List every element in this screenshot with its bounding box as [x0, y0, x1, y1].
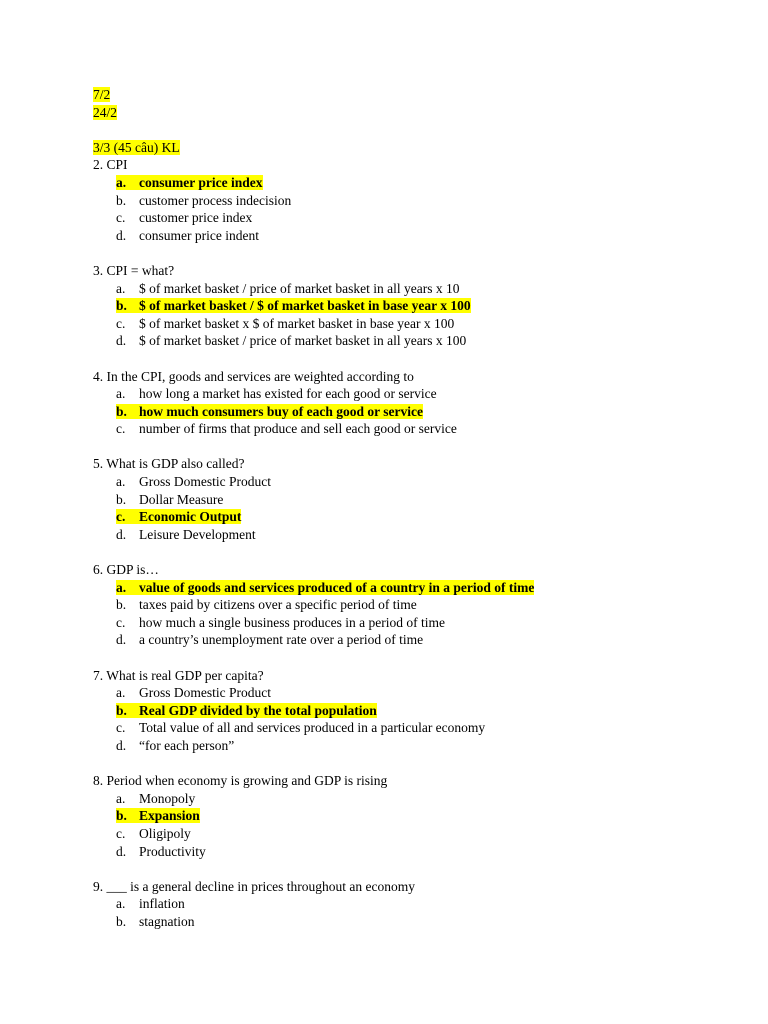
header-date-2 [93, 104, 733, 122]
spacer [93, 755, 733, 773]
answer-option [93, 280, 733, 298]
answer-option-correct [93, 174, 733, 192]
answer-option-content [116, 316, 454, 331]
answer-option-letter: b. [116, 491, 127, 507]
answer-option-text: stagnation [139, 913, 195, 929]
answer-option-text: how much a single business produces in a period of time [139, 614, 445, 630]
header-date-1-text: 7/2 [93, 87, 111, 102]
answer-option-content [116, 632, 423, 647]
answer-option [93, 192, 733, 210]
answer-option-text: Dollar Measure [139, 491, 224, 507]
answer-option [93, 790, 733, 808]
answer-option-text: Gross Domestic Product [139, 474, 271, 490]
session-heading [93, 139, 733, 157]
answer-option-letter: d. [116, 227, 127, 243]
spacer [93, 438, 733, 456]
answer-option-content [116, 492, 223, 507]
answer-option [93, 631, 733, 649]
question-list [93, 156, 733, 930]
answer-option-text: taxes paid by citizens over a specific period of time [139, 597, 417, 613]
answer-option-text: Leisure Development [139, 526, 256, 542]
answer-option-content [116, 298, 471, 313]
answer-option [93, 737, 733, 755]
answer-option-text: Expansion [139, 808, 200, 824]
answer-option-letter: b. [116, 808, 127, 824]
answer-option-letter: a. [116, 896, 126, 912]
answer-option-content [116, 228, 259, 243]
answer-option-text: customer price index [139, 210, 253, 226]
answer-option [93, 473, 733, 491]
answer-option-content [116, 281, 460, 296]
answer-option-letter: c. [116, 210, 126, 226]
answer-option-letter: d. [116, 333, 127, 349]
answer-option-letter: c. [116, 421, 126, 437]
answer-option-content [116, 474, 271, 489]
answer-option-letter: c. [116, 509, 126, 525]
session-heading-text: 3/3 (45 câu) KL [93, 139, 180, 155]
answer-option-correct [93, 579, 733, 597]
answer-option [93, 895, 733, 913]
answer-option-content [116, 509, 241, 524]
answer-option-content [116, 615, 445, 630]
answer-option-letter: b. [116, 913, 127, 929]
answer-option-correct [93, 508, 733, 526]
spacer [93, 543, 733, 561]
answer-option [93, 227, 733, 245]
answer-option-letter: d. [116, 737, 127, 753]
answer-option-text: Real GDP divided by the total population [139, 702, 377, 718]
answer-option-correct [93, 702, 733, 720]
spacer [93, 350, 733, 368]
answer-option-text: number of firms that produce and sell each good or service [139, 421, 457, 437]
answer-option-content [116, 404, 423, 419]
answer-option-text: customer process indecision [139, 192, 292, 208]
answer-option [93, 209, 733, 227]
header-date-2-text: 24/2 [93, 104, 118, 120]
answer-option-content [116, 844, 206, 859]
question-text: 7. What is real GDP per capita? [93, 667, 264, 683]
spacer [93, 121, 733, 139]
answer-option-content [116, 210, 252, 225]
answer-option-text: Gross Domestic Product [139, 685, 271, 701]
answer-option-letter: a. [116, 790, 126, 806]
answer-option-letter: d. [116, 843, 127, 859]
answer-option-content [116, 386, 437, 401]
answer-option-letter: b. [116, 298, 127, 314]
answer-option-text: Monopoly [139, 790, 196, 806]
answer-option-content [116, 720, 485, 735]
question-text: 6. GDP is… [93, 562, 159, 578]
answer-option-text: how much consumers buy of each good or service [139, 403, 423, 419]
answer-option [93, 332, 733, 350]
question-text: 4. In the CPI, goods and services are weighted according to [93, 368, 414, 384]
answer-option [93, 825, 733, 843]
answer-option-letter: a. [116, 685, 126, 701]
answer-option-text: $ of market basket x $ of market basket in base year x 100 [139, 315, 455, 331]
spacer [93, 860, 733, 878]
answer-option-letter: a. [116, 174, 127, 190]
answer-option-content [116, 597, 417, 612]
answer-option-letter: b. [116, 597, 127, 613]
header-date-1 [93, 86, 733, 104]
document-page [93, 86, 733, 931]
answer-option-text: Total value of all and services produced in a particular economy [139, 720, 486, 736]
question-text: 3. CPI = what? [93, 262, 175, 278]
answer-option-correct [93, 403, 733, 421]
question-text: 2. CPI [93, 157, 128, 173]
answer-option-text: how long a market has existed for each good or service [139, 386, 437, 402]
answer-option [93, 684, 733, 702]
answer-option-content [116, 421, 457, 436]
answer-option [93, 596, 733, 614]
answer-option-letter: d. [116, 526, 127, 542]
answer-option-text: Productivity [139, 843, 206, 859]
spacer [93, 244, 733, 262]
answer-option-letter: b. [116, 403, 127, 419]
answer-option-letter: c. [116, 825, 126, 841]
answer-option-text: Economic Output [139, 509, 242, 525]
answer-option-letter: c. [116, 315, 126, 331]
answer-option-letter: a. [116, 280, 126, 296]
answer-option-content [116, 527, 256, 542]
answer-option-letter: c. [116, 614, 126, 630]
answer-option-text: $ of market basket / price of market basket in all years x 10 [139, 280, 460, 296]
answer-option-text: a country’s unemployment rate over a period of time [139, 632, 424, 648]
answer-option [93, 385, 733, 403]
answer-option-content [116, 914, 195, 929]
answer-option-text: value of goods and services produced of a country in a period of time [139, 579, 535, 595]
answer-option-text: $ of market basket / price of market basket in all years x 100 [139, 333, 467, 349]
answer-option-letter: d. [116, 632, 127, 648]
answer-option [93, 315, 733, 333]
answer-option-letter: b. [116, 192, 127, 208]
answer-option [93, 526, 733, 544]
answer-option [93, 420, 733, 438]
answer-option-content [116, 791, 195, 806]
answer-option [93, 491, 733, 509]
answer-option [93, 913, 733, 931]
answer-option [93, 614, 733, 632]
answer-option-text: consumer price index [139, 174, 263, 190]
spacer [93, 649, 733, 667]
answer-option-letter: a. [116, 386, 126, 402]
answer-option-content [116, 826, 191, 841]
question-text: 8. Period when economy is growing and GDP is rising [93, 773, 388, 789]
answer-option-letter: c. [116, 720, 126, 736]
answer-option [93, 719, 733, 737]
answer-option-content [116, 580, 534, 595]
answer-option-content [116, 333, 466, 348]
answer-option-content [116, 685, 271, 700]
answer-option-text: “for each person” [139, 737, 235, 753]
answer-option-content [116, 175, 263, 190]
answer-option-content [116, 738, 234, 753]
answer-option-text: $ of market basket / $ of market basket in base year x 100 [139, 298, 471, 314]
answer-option-content [116, 808, 200, 823]
question-text: 9. ___ is a general decline in prices throughout an economy [93, 878, 416, 894]
answer-option-text: consumer price indent [139, 227, 259, 243]
question-text: 5. What is GDP also called? [93, 456, 245, 472]
answer-option-letter: b. [116, 702, 127, 718]
answer-option-text: Oligipoly [139, 825, 191, 841]
answer-option-content [116, 703, 377, 718]
answer-option-letter: a. [116, 579, 127, 595]
answer-option-correct [93, 807, 733, 825]
answer-option-content [116, 896, 185, 911]
answer-option-text: inflation [139, 896, 185, 912]
answer-option-letter: a. [116, 474, 126, 490]
answer-option-content [116, 193, 291, 208]
answer-option [93, 843, 733, 861]
answer-option-correct [93, 297, 733, 315]
